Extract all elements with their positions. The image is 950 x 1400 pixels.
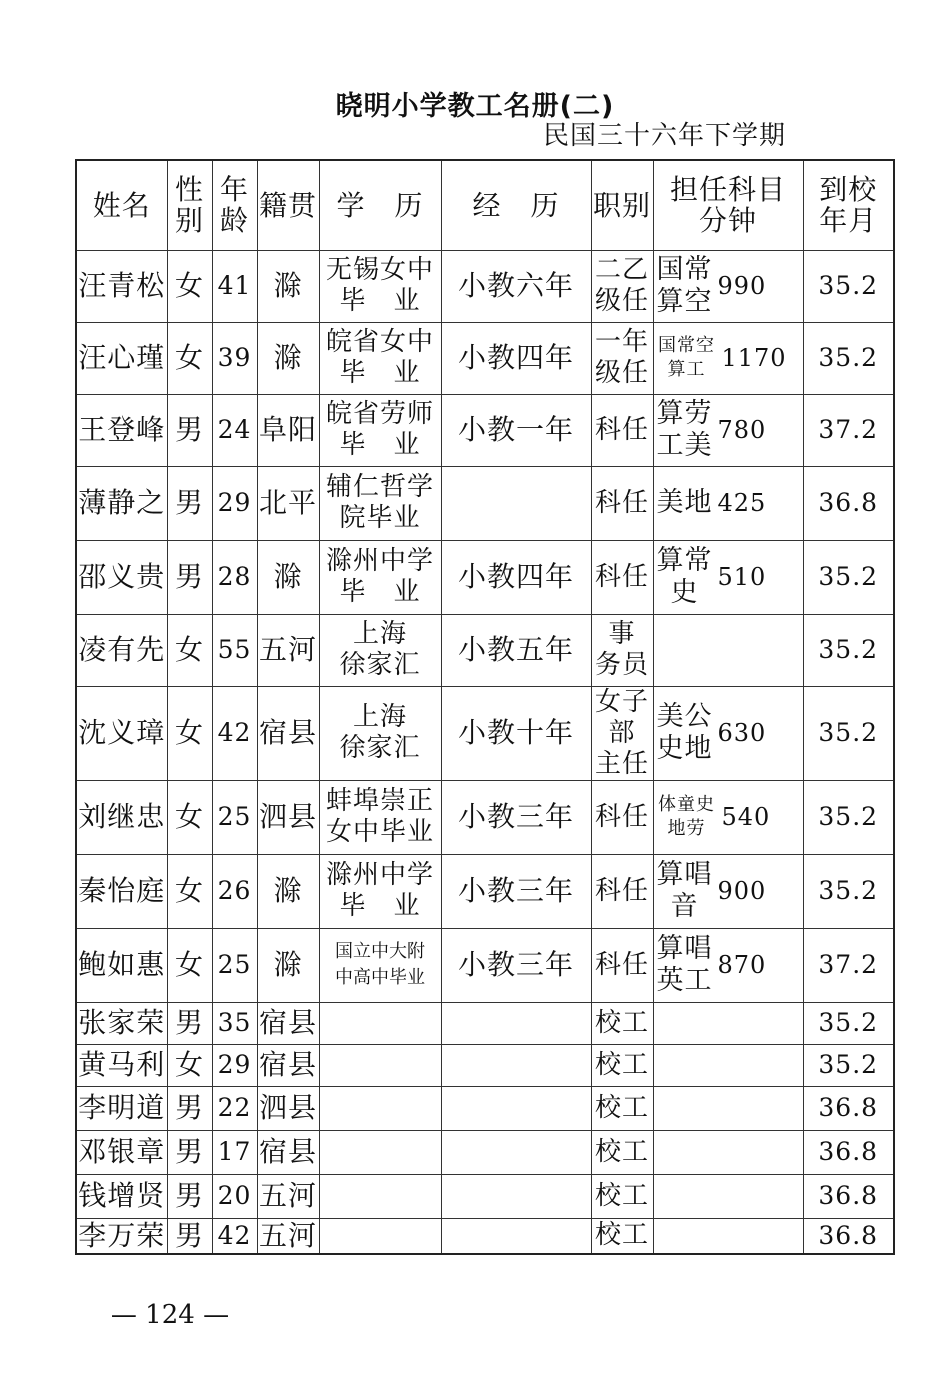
cell-arrival-date: 35.2: [803, 250, 894, 322]
cell-name: 刘继忠: [76, 780, 167, 854]
cell-position: 科任: [591, 394, 653, 466]
header-experience: 经 历: [441, 160, 591, 250]
cell-education: [319, 1218, 441, 1254]
cell-gender: 男: [167, 1174, 212, 1218]
cell-position: 二乙 级任: [591, 250, 653, 322]
subjects-text: 美公 史地: [656, 701, 713, 764]
cell-native-place: 滁: [257, 250, 319, 322]
cell-age: 22: [212, 1086, 257, 1130]
cell-age: 42: [212, 686, 257, 780]
subject-minutes: 510: [717, 563, 767, 591]
cell-position: 校工: [591, 1174, 653, 1218]
cell-experience: [441, 1086, 591, 1130]
cell-name: 钱增贤: [76, 1174, 167, 1218]
table-row: [76, 540, 894, 614]
cell-subjects: [653, 1174, 803, 1218]
cell-position: 事 务员: [591, 614, 653, 686]
cell-experience: [441, 1174, 591, 1218]
table-row: [76, 1130, 894, 1174]
cell-education: [319, 1130, 441, 1174]
header-subjects-minutes: 担任科目 分钟: [653, 160, 803, 250]
cell-native-place: 滁: [257, 322, 319, 394]
cell-arrival-date: 35.2: [803, 686, 894, 780]
cell-subjects: [653, 686, 803, 780]
cell-arrival-date: 35.2: [803, 322, 894, 394]
subjects-text: 算劳 工美: [656, 398, 713, 461]
cell-education: 皖省劳师 毕 业: [319, 394, 441, 466]
table-row: [76, 466, 894, 540]
cell-gender: 女: [167, 322, 212, 394]
cell-experience: 小教四年: [441, 322, 591, 394]
cell-age: 17: [212, 1130, 257, 1174]
cell-name: 汪心瑾: [76, 322, 167, 394]
cell-arrival-date: 35.2: [803, 1044, 894, 1086]
cell-education: 上海 徐家汇: [319, 614, 441, 686]
cell-name: 沈义璋: [76, 686, 167, 780]
cell-native-place: 滁: [257, 854, 319, 928]
cell-native-place: 宿县: [257, 1044, 319, 1086]
subjects-text: 国常空 算工: [658, 335, 715, 380]
cell-experience: 小教十年: [441, 686, 591, 780]
cell-arrival-date: 35.2: [803, 780, 894, 854]
cell-experience: [441, 1002, 591, 1044]
cell-subjects: [653, 250, 803, 322]
cell-age: 29: [212, 466, 257, 540]
cell-experience: [441, 1044, 591, 1086]
cell-experience: 小教三年: [441, 928, 591, 1002]
cell-position: 校工: [591, 1044, 653, 1086]
table-row: [76, 854, 894, 928]
staff-roster-table: [75, 159, 895, 1255]
cell-gender: 女: [167, 928, 212, 1002]
cell-education: [319, 1086, 441, 1130]
subjects-text: 算常 史: [656, 545, 713, 608]
cell-age: 41: [212, 250, 257, 322]
cell-arrival-date: 35.2: [803, 614, 894, 686]
cell-subjects: [653, 780, 803, 854]
cell-experience: [441, 1218, 591, 1254]
table-row: [76, 394, 894, 466]
cell-age: 20: [212, 1174, 257, 1218]
subject-minutes: 425: [717, 489, 767, 517]
cell-gender: 男: [167, 1218, 212, 1254]
cell-education: [319, 1044, 441, 1086]
cell-experience: 小教六年: [441, 250, 591, 322]
cell-name: 黄马利: [76, 1044, 167, 1086]
cell-age: 25: [212, 928, 257, 1002]
cell-native-place: 滁: [257, 928, 319, 1002]
cell-native-place: 宿县: [257, 686, 319, 780]
table-row: [76, 614, 894, 686]
table-row: [76, 1218, 894, 1254]
cell-arrival-date: 36.8: [803, 1174, 894, 1218]
cell-experience: [441, 466, 591, 540]
cell-name: 李明道: [76, 1086, 167, 1130]
cell-education: 国立中大附 中高中毕业: [319, 928, 441, 1002]
subject-minutes: 1170: [721, 344, 787, 372]
cell-gender: 女: [167, 250, 212, 322]
cell-education: 蚌埠崇正 女中毕业: [319, 780, 441, 854]
cell-experience: [441, 1130, 591, 1174]
cell-gender: 男: [167, 1002, 212, 1044]
cell-gender: 男: [167, 1086, 212, 1130]
table-row: [76, 250, 894, 322]
cell-native-place: 泗县: [257, 1086, 319, 1130]
cell-name: 邵义贵: [76, 540, 167, 614]
cell-name: 凌有先: [76, 614, 167, 686]
subject-minutes: 900: [717, 877, 767, 905]
cell-subjects: [653, 928, 803, 1002]
cell-education: [319, 1002, 441, 1044]
table-row: [76, 1086, 894, 1130]
cell-subjects: [653, 1002, 803, 1044]
cell-name: 李万荣: [76, 1218, 167, 1254]
cell-education: 辅仁哲学 院毕业: [319, 466, 441, 540]
cell-age: 35: [212, 1002, 257, 1044]
subjects-text: 算唱 音: [656, 859, 713, 922]
cell-education: 上海 徐家汇: [319, 686, 441, 780]
cell-position: 女子 部 主任: [591, 686, 653, 780]
cell-arrival-date: 37.2: [803, 928, 894, 1002]
cell-experience: 小教三年: [441, 854, 591, 928]
cell-gender: 女: [167, 1044, 212, 1086]
cell-age: 24: [212, 394, 257, 466]
header-position: 职别: [591, 160, 653, 250]
cell-subjects: [653, 322, 803, 394]
cell-position: 校工: [591, 1218, 653, 1254]
cell-arrival-date: 36.8: [803, 1086, 894, 1130]
cell-arrival-date: 35.2: [803, 540, 894, 614]
cell-name: 薄静之: [76, 466, 167, 540]
subjects-text: 体童史 地劳: [658, 794, 715, 839]
header-arrival-date: 到校 年月: [803, 160, 894, 250]
cell-position: 一年 级任: [591, 322, 653, 394]
cell-arrival-date: 35.2: [803, 1002, 894, 1044]
cell-education: 皖省女中 毕 业: [319, 322, 441, 394]
cell-education: 无锡女中 毕 业: [319, 250, 441, 322]
cell-subjects: [653, 466, 803, 540]
cell-gender: 男: [167, 1130, 212, 1174]
cell-subjects: [653, 854, 803, 928]
table-row: [76, 1002, 894, 1044]
cell-arrival-date: 35.2: [803, 854, 894, 928]
roster-body: [76, 250, 894, 1254]
header-education: 学 历: [319, 160, 441, 250]
subject-minutes: 870: [717, 951, 767, 979]
subject-minutes: 540: [721, 803, 771, 831]
table-row: [76, 322, 894, 394]
cell-gender: 男: [167, 466, 212, 540]
cell-age: 26: [212, 854, 257, 928]
header-gender: 性 别: [167, 160, 212, 250]
cell-gender: 女: [167, 686, 212, 780]
table-row: [76, 686, 894, 780]
cell-education: 滁州中学 毕 业: [319, 854, 441, 928]
cell-subjects: [653, 1086, 803, 1130]
subject-minutes: 990: [717, 272, 767, 300]
page-title: 晓明小学教工名册(二): [335, 91, 615, 122]
cell-native-place: 五河: [257, 614, 319, 686]
cell-subjects: [653, 1218, 803, 1254]
cell-name: 王登峰: [76, 394, 167, 466]
cell-subjects: [653, 540, 803, 614]
cell-arrival-date: 37.2: [803, 394, 894, 466]
cell-age: 28: [212, 540, 257, 614]
cell-gender: 女: [167, 780, 212, 854]
cell-arrival-date: 36.8: [803, 1218, 894, 1254]
cell-position: 科任: [591, 540, 653, 614]
cell-position: 科任: [591, 854, 653, 928]
cell-position: 校工: [591, 1002, 653, 1044]
header-row: [76, 160, 894, 250]
cell-education: 滁州中学 毕 业: [319, 540, 441, 614]
cell-age: 29: [212, 1044, 257, 1086]
page-subtitle: 民国三十六年下学期: [542, 121, 786, 151]
cell-age: 42: [212, 1218, 257, 1254]
cell-position: 校工: [591, 1130, 653, 1174]
subject-minutes: 780: [717, 416, 767, 444]
cell-age: 55: [212, 614, 257, 686]
cell-native-place: 五河: [257, 1218, 319, 1254]
cell-arrival-date: 36.8: [803, 466, 894, 540]
header-native-place: 籍贯: [257, 160, 319, 250]
table-row: [76, 1044, 894, 1086]
cell-position: 校工: [591, 1086, 653, 1130]
subject-minutes: 630: [717, 719, 767, 747]
cell-gender: 女: [167, 614, 212, 686]
cell-native-place: 泗县: [257, 780, 319, 854]
table-row: [76, 780, 894, 854]
cell-experience: 小教五年: [441, 614, 591, 686]
cell-gender: 男: [167, 540, 212, 614]
cell-native-place: 宿县: [257, 1130, 319, 1174]
cell-name: 张家荣: [76, 1002, 167, 1044]
header-name: 姓名: [76, 160, 167, 250]
cell-native-place: 五河: [257, 1174, 319, 1218]
cell-name: 鲍如惠: [76, 928, 167, 1002]
subjects-text: 美地: [656, 487, 713, 518]
subjects-text: 算唱 英工: [656, 933, 713, 996]
cell-position: 科任: [591, 466, 653, 540]
cell-subjects: [653, 394, 803, 466]
table-row: [76, 928, 894, 1002]
cell-native-place: 北平: [257, 466, 319, 540]
cell-experience: 小教一年: [441, 394, 591, 466]
cell-age: 25: [212, 780, 257, 854]
cell-experience: 小教三年: [441, 780, 591, 854]
cell-name: 汪青松: [76, 250, 167, 322]
cell-subjects: [653, 1130, 803, 1174]
subjects-text: 国常 算空: [656, 254, 713, 317]
cell-name: 秦怡庭: [76, 854, 167, 928]
cell-position: 科任: [591, 928, 653, 1002]
table-row: [76, 1174, 894, 1218]
cell-age: 39: [212, 322, 257, 394]
page-number: — 124 —: [110, 1300, 230, 1330]
cell-native-place: 滁: [257, 540, 319, 614]
cell-arrival-date: 36.8: [803, 1130, 894, 1174]
cell-subjects: [653, 614, 803, 686]
cell-position: 科任: [591, 780, 653, 854]
cell-gender: 男: [167, 394, 212, 466]
cell-native-place: 宿县: [257, 1002, 319, 1044]
cell-name: 邓银章: [76, 1130, 167, 1174]
cell-experience: 小教四年: [441, 540, 591, 614]
header-age: 年 龄: [212, 160, 257, 250]
cell-native-place: 阜阳: [257, 394, 319, 466]
cell-education: [319, 1174, 441, 1218]
cell-subjects: [653, 1044, 803, 1086]
cell-gender: 女: [167, 854, 212, 928]
